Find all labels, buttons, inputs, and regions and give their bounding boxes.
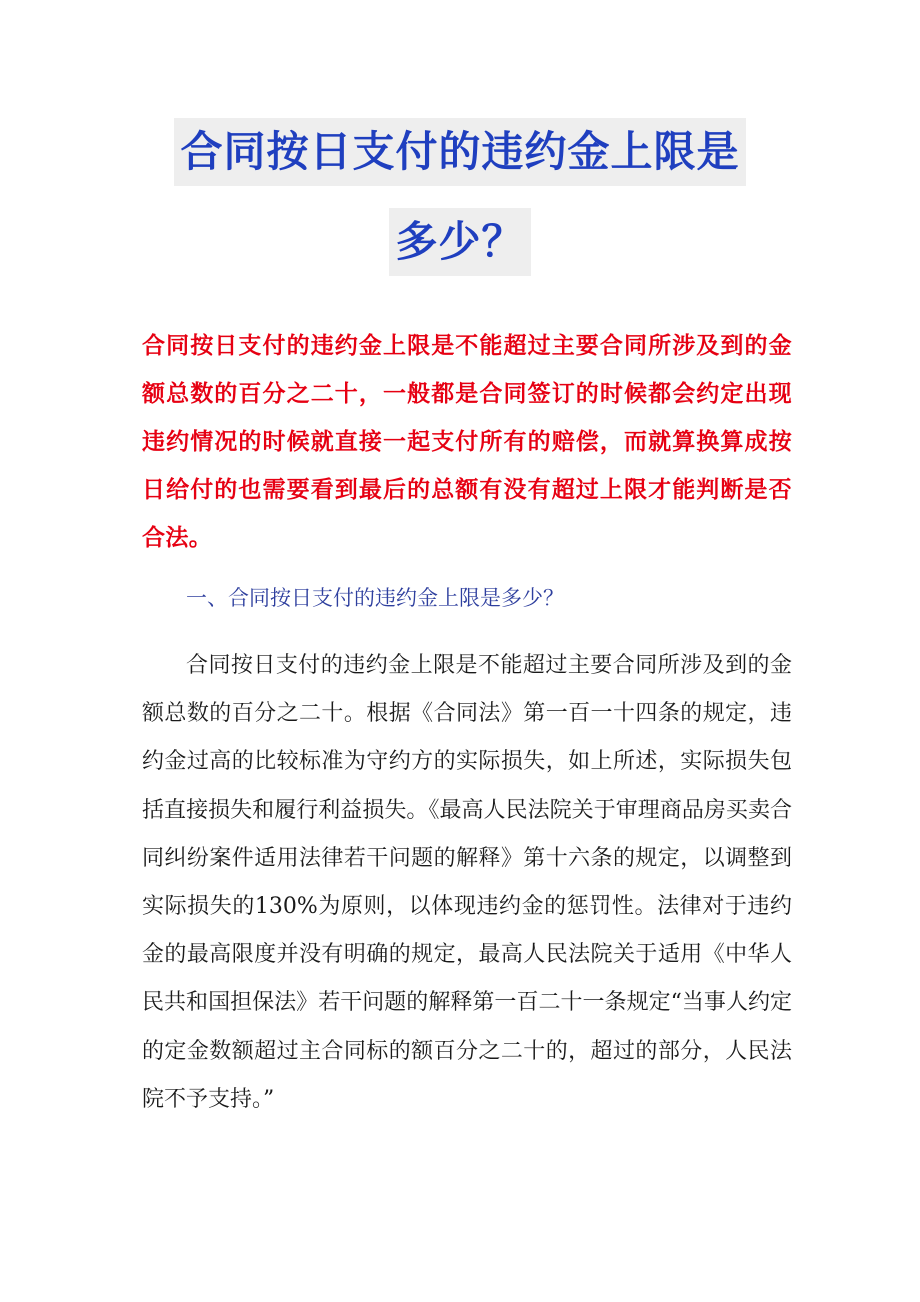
- body-paragraph: 合同按日支付的违约金上限是不能超过主要合同所涉及到的金额总数的百分之二十。根据《合同法》第一百一十四条的规定，违约金过高的比较标准为守约方的实际损失，如上所述，实际损失包括直接损失和履行利益损失。《最高人民法院关于审理商品房买卖合同纠纷案件适用法律若干问题的解释》第十六条的规定，以调整到实际损失的130%为原则，以体现违约金的惩罚性。法律对于违约金的最高限度并没有明确的规定，最高人民法院关于适用《中华人民共和国担保法》若干问题的解释第一百二十一条规定“当事人约定的定金数额超过主合同标的额百分之二十的，超过的部分，人民法院不予支持。”: [142, 653, 792, 1112]
- title-line-2: 多少？: [389, 208, 530, 276]
- title-line-1: 合同按日支付的违约金上限是: [174, 118, 745, 186]
- section-heading: 一、合同按日支付的违约金上限是多少？: [186, 586, 564, 610]
- document-title: [0, 112, 920, 292]
- lead-paragraph: 合同按日支付的违约金上限是不能超过主要合同所涉及到的金额总数的百分之二十，一般都是合同签订的时候都会约定出现违约情况的时候就直接一起支付所有的赔偿，而就算换算成按日给付的也需要看到最后的总额有没有超过上限才能判断是否合法。: [142, 333, 792, 551]
